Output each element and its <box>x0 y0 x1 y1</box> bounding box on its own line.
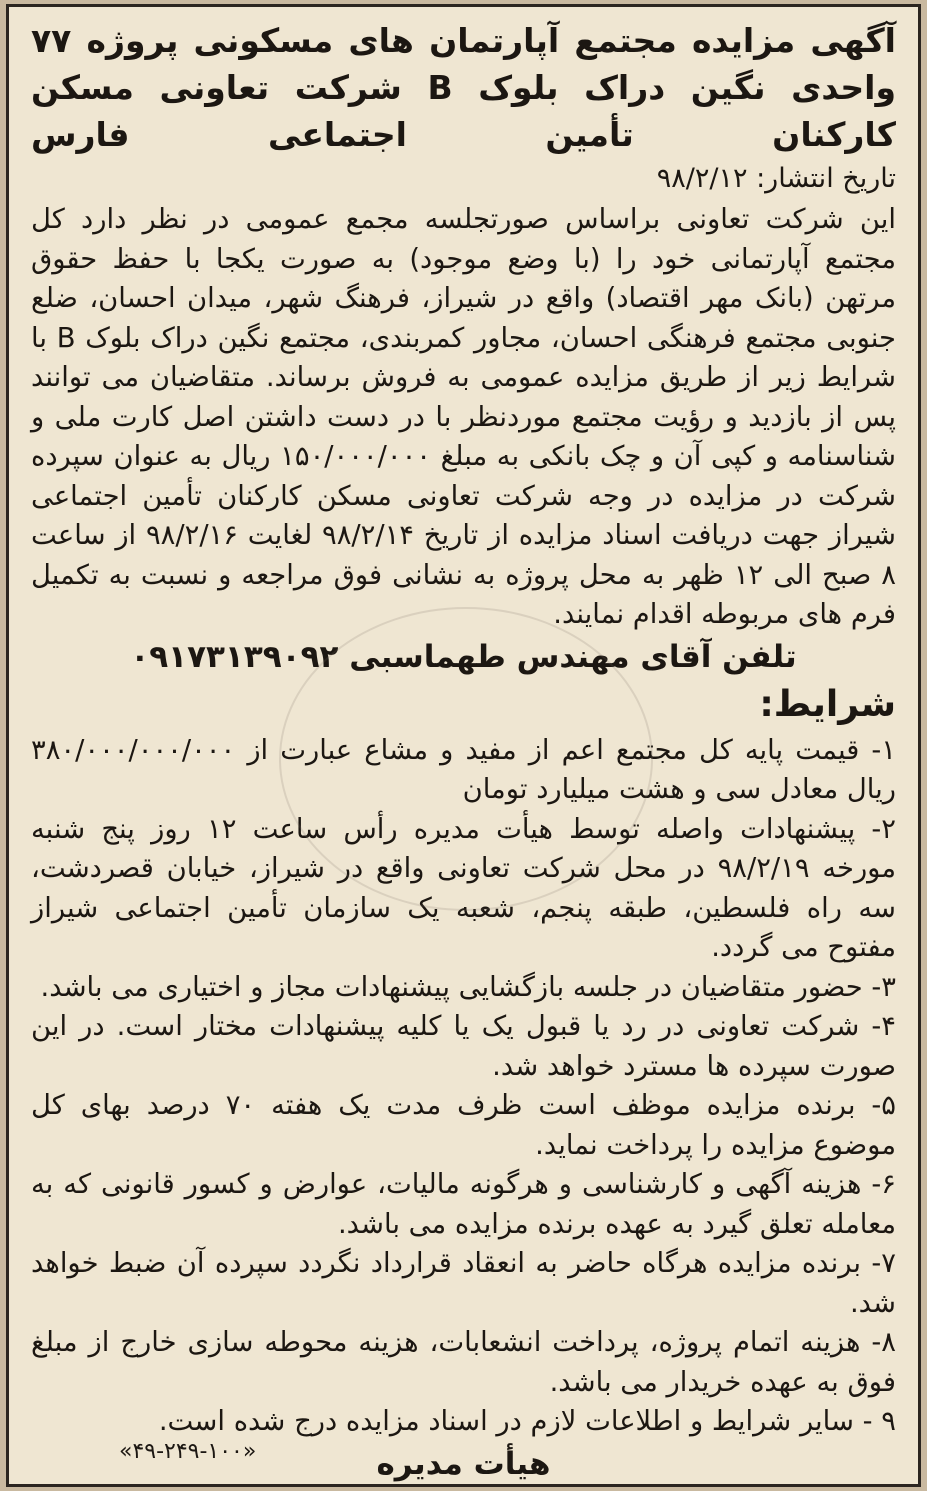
conditions-heading: شرایط: <box>759 683 896 725</box>
contact-phone: تلفن آقای مهندس طهماسبی ۰۹۱۷۳۱۳۹۰۹۲ <box>130 638 797 675</box>
condition-item: ۳- حضور متقاضیان در جلسه بازگشایی پیشنهادات مجاز و اختیاری می باشد. <box>40 971 896 1003</box>
condition-item: ۱- قیمت پایه کل مجتمع اعم از مفید و مشاع عبارت از ۳۸۰/۰۰۰/۰۰۰/۰۰۰ ریال معادل سی و هشت میلیارد تومان <box>31 734 896 805</box>
notice-title: آگهی مزایده مجتمع آپارتمان های مسکونی پروژه ۷۷ واحدی نگین دراک بلوک B شرکت تعاونی مسکن کارکنان تأمین اجتماعی فارس <box>31 21 897 154</box>
notice-body: این شرکت تعاونی براساس صورتجلسه مجمع عمومی در نظر دارد کل مجتمع آپارتمانی خود را (با وضع موجود) به صورت یکجا با حفظ حقوق مرتهن (بانک مهر اقتصاد) واقع در شیراز، فرهنگ شهر، میدان احسان، ضلع جنوبی مجتمع فرهنگی احسان، مجاور کمربندی، مجتمع نگین دراک بلوک B با شرایط زیر از طریق مزایده عمومی به فروش برساند. متقاضیان می توانند پس از بازدید و رؤیت مجتمع موردنظر با در دست داشتن اصل کارت ملی و شناسنامه و کپی آن و چک بانکی به مبلغ ۱۵۰/۰۰۰/۰۰۰ ریال به عنوان سپرده شرکت در مزایده در وجه شرکت تعاونی مسکن کارکنان تأمین اجتماعی شیراز جهت دریافت اسناد مزایده از تاریخ ۹۸/۲/۱۴ لغایت ۹۸/۲/۱۶ از ساعت ۸ صبح الی ۱۲ ظهر به محل پروژه به نشانی فوق مراجعه و نسبت به تکمیل فرم های مربوطه اقدام نمایند. <box>31 204 897 630</box>
reference-code: «۴۹-۲۴۹-۱۰۰» <box>119 1439 257 1464</box>
newspaper-clipping <box>6 4 921 1487</box>
condition-item: ۹ - سایر شرایط و اطلاعات لازم در اسناد مزایده درج شده است. <box>158 1406 896 1437</box>
publish-date: تاریخ انتشار: ۹۸/۲/۱۲ <box>656 163 896 194</box>
condition-item: ۸- هزینه اتمام پروژه، پرداخت انشعابات، هزینه محوطه سازی خارج از مبلغ فوق به عهده خریدار می باشد. <box>31 1327 896 1398</box>
condition-item: ۷- برنده مزایده هرگاه حاضر به انعقاد قرارداد نگردد سپرده آن ضبط خواهد شد. <box>31 1248 896 1319</box>
condition-item: ۶- هزینه آگهی و کارشناسی و هرگونه مالیات، عوارض و کسور قانونی که به معامله تعلق گیرد به عهده برنده مزایده می باشد. <box>31 1169 896 1240</box>
notice-content <box>9 7 918 1486</box>
conditions-list <box>31 731 896 1442</box>
signature: هیأت مدیره <box>376 1445 551 1482</box>
condition-item: ۵- برنده مزایده موظف است ظرف مدت یک هفته ۷۰ درصد بهای کل موضوع مزایده را پرداخت نماید. <box>31 1090 896 1161</box>
condition-item: ۴- شرکت تعاونی در رد یا قبول یک یا کلیه پیشنهادات مختار است. در این صورت سپرده ها مسترد خواهد شد. <box>31 1011 896 1082</box>
condition-item: ۲- پیشنهادات واصله توسط هیأت مدیره رأس ساعت ۱۲ روز پنج شنبه مورخه ۹۸/۲/۱۹ در محل شرکت تعاونی واقع در شیراز، خیابان قصردشت، سه راه فلسطین، طبقه پنجم، شعبه یک سازمان تأمین اجتماعی شیراز مفتوح می گردد. <box>31 813 897 963</box>
